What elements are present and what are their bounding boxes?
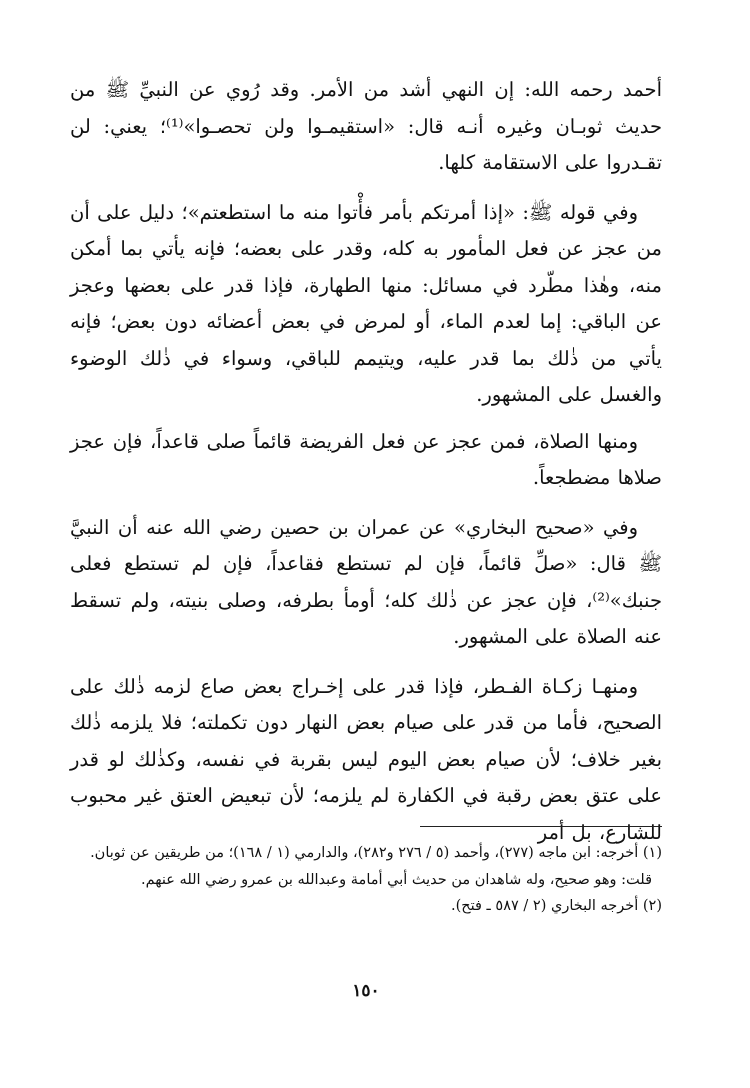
paragraph-gap	[70, 656, 662, 669]
page-number: ١٥٠	[352, 981, 380, 1001]
paragraph-3: ومنها الصلاة، فمن عجز عن فعل الفريضة قائماً صلى قاعداً، فإن عجز صلاها مضطجعاً.	[70, 429, 662, 489]
paragraph-1: أحمد رحمه الله: إن النهي أشد من الأمر. وقد رُوي عن النبيِّ ﷺ من حديث ثوبـان وغيره أنـه قال: «استقيمـوا ولن تحصـوا»⁽¹⁾؛ يعني: لن تقـدروا على الاستقامة كلها.	[70, 78, 663, 174]
paragraph-4: وفي «صحيح البخاري» عن عمران بن حصين رضي الله عنه أن النبيَّ ﷺ قال: «صلِّ قائماً، فإن لم تستطع فقاعداً، فإن لم تستطع فعلى جنبك»⁽²⁾، فإن عجز عن ذٰلك كله؛ أومأ بطرفه، وصلى بنيته، ولم تسقط عنه الصلاة على المشهور.	[70, 515, 662, 648]
page-body	[70, 72, 663, 1001]
paragraph-5: ومنهـا زكـاة الفـطر، فإذا قدر على إخـراج بعض صاع لزمه ذٰلك على الصحيح، فأما من قدر على صيام بعض النهار دون تكملته؛ فلا يلزمه ذٰلك بغير خلاف؛ لأن صيام بعض اليوم ليس بقربة في نفسه، وكذٰلك لو قدر على عتق بعض رقبة في الكفارة لم يلزمه؛ لأن تبعيض العتق غير محبوب للشارع، بل أمر	[70, 674, 662, 844]
footnote-1-note: قلت: وهو صحيح، وله شاهدان من حديث أبي أمامة وعبدالله بن عمرو رضي الله عنهم.	[140, 871, 652, 888]
paragraph-gap	[70, 497, 662, 510]
footnote-1: (١) أخرجه: ابن ماجه (٢٧٧)، وأحمد (٥ / ٢٧٦ و٢٨٢)، والدارمي (١ / ١٦٨)؛ من طريقين عن ثوبان.	[90, 845, 662, 861]
footnote-divider	[420, 826, 662, 827]
paragraph-2: وفي قوله ﷺ: «إذا أمرتكم بأمر فأْتوا منه ما استطعتم»؛ دليل على أن من عجز عن فعل المأمور به كله، وقدر على بعضه؛ فإنه يأتي بما أمكن منه، وهٰذا مطّرد في مسائل: منها الطهارة، فإذا قدر على بعضها وعجز عن الباقي: إما لعدم الماء، أو لمرض في بعض أعضائه دون بعض؛ فإنه يأتي من ذٰلك بما قدر عليه، ويتيمم للباقي، وسواء في ذٰلك الوضوء والغسل على المشهور.	[70, 200, 662, 406]
footnotes	[70, 840, 662, 920]
paragraph-gap	[70, 182, 662, 195]
footnote-2: (٢) أخرجه البخاري (٢ / ٥٨٧ ـ فتح).	[451, 898, 662, 914]
paragraph-gap	[70, 414, 662, 424]
